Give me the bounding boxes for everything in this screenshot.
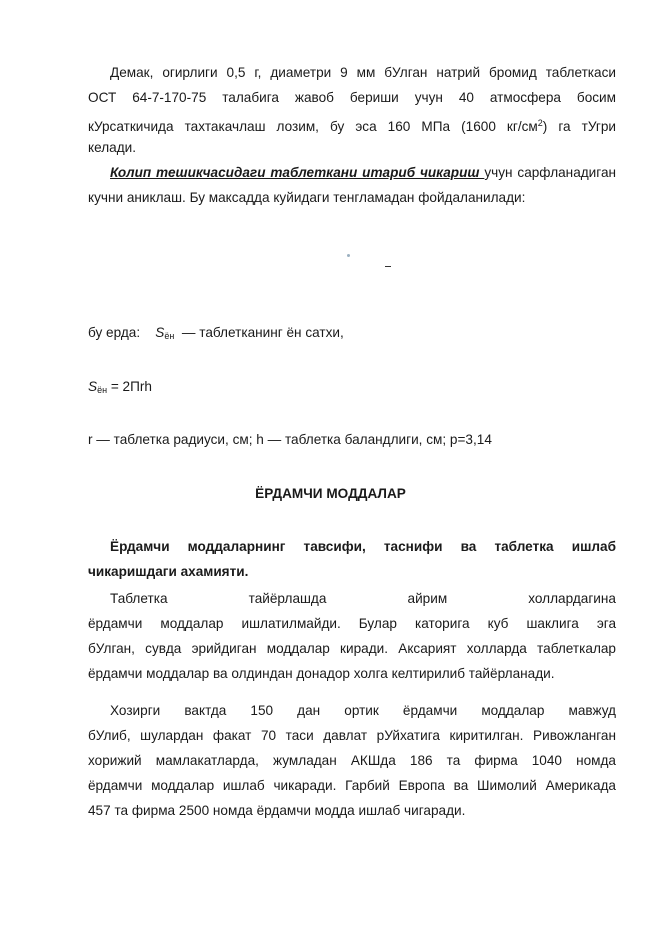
paragraph-4-line-1 <box>88 590 616 608</box>
text-span: учун сарфланадиган <box>484 165 617 180</box>
italic-term: Колип тешикчасидаги таблеткани итариб чикариш <box>110 165 485 180</box>
paragraph-4-line-4: ёрдамчи моддалар ва олдиндан донадор холга келтирилиб тайёрланади. <box>88 666 555 681</box>
paragraph-5-line-4: ёрдамчи моддалар ишлаб чикаради. Гарбий Европа ва Шимолий Америкада <box>88 778 616 793</box>
paragraph-1-line-2: ОСТ 64-7-170-75 талабига жавоб бериши учун 40 атмосфера босим <box>88 90 616 105</box>
formula-symbol: S <box>88 379 98 394</box>
paragraph-4-line-2: ёрдамчи моддалар ишлатилмайди. Булар каторига куб шаклига эга <box>88 616 616 631</box>
formula-dash <box>385 266 391 267</box>
definition-text: — таблетканинг ён сатхи, <box>181 325 344 340</box>
paragraph-2-line-1 <box>88 164 616 182</box>
paragraph-2-line-2: кучни аниклаш. Бу максадда куйидаги тенгламадан фойдаланилади: <box>88 190 526 205</box>
paragraph-3-line-1: Ёрдамчи моддаларнинг тавсифи, таснифи ва таблетка ишлаб <box>110 539 616 554</box>
formula-dot <box>347 254 350 257</box>
word: холлардагина <box>528 591 616 606</box>
paragraph-3-line-2: чикаришдаги ахамияти. <box>88 564 249 579</box>
section-heading: ЁРДАМЧИ МОДДАЛАР <box>255 486 406 501</box>
formula-rhs: = 2Пrh <box>107 379 152 394</box>
paragraph-5-line-5: 457 та фирма 2500 номда ёрдамчи модда ишлаб чигаради. <box>88 803 466 818</box>
paragraph-5-line-2: бУлиб, шулардан факат 70 таси давлат рУйхатига киритилган. Ривожланган <box>88 728 616 743</box>
symbol-s: S <box>155 325 165 340</box>
word: тайёрлашда <box>248 591 327 606</box>
paragraph-5-line-1: Хозирги вактда 150 дан ортик ёрдамчи моддалар мавжуд <box>110 703 616 718</box>
paragraph-1-line-4: келади. <box>88 140 137 155</box>
paragraph-4-line-3: бУлган, сувда эрийдиган моддалар киради. Аксарият холларда таблеткалар <box>88 641 616 656</box>
paragraph-5-line-3: хорижий мамлакатларда, жумладан АКШда 186 та фирма 1040 номда <box>88 753 616 768</box>
word: Таблетка <box>110 591 168 606</box>
word: айрим <box>407 591 448 606</box>
text-span: кУрсаткичида тахтакачлаш лозим, бу эса 160 МПа (1600 кг/см <box>88 119 538 134</box>
text-span: ) га тУгри <box>542 119 616 134</box>
symbol-subscript: ён <box>164 331 175 341</box>
paragraph-1-line-3 <box>88 114 616 136</box>
superscript: 2 <box>537 118 543 128</box>
definition-lead: бу ерда: <box>88 325 141 340</box>
variables-line: r — таблетка радиуси, см; h — таблетка баландлиги, см; p=3,14 <box>88 432 492 447</box>
definition-line <box>88 324 616 345</box>
formula-line <box>88 378 616 399</box>
paragraph-1-line-1: Демак, огирлиги 0,5 г, диаметри 9 мм бУлган натрий бромид таблеткаси <box>110 65 616 80</box>
formula-subscript: ён <box>97 385 108 395</box>
